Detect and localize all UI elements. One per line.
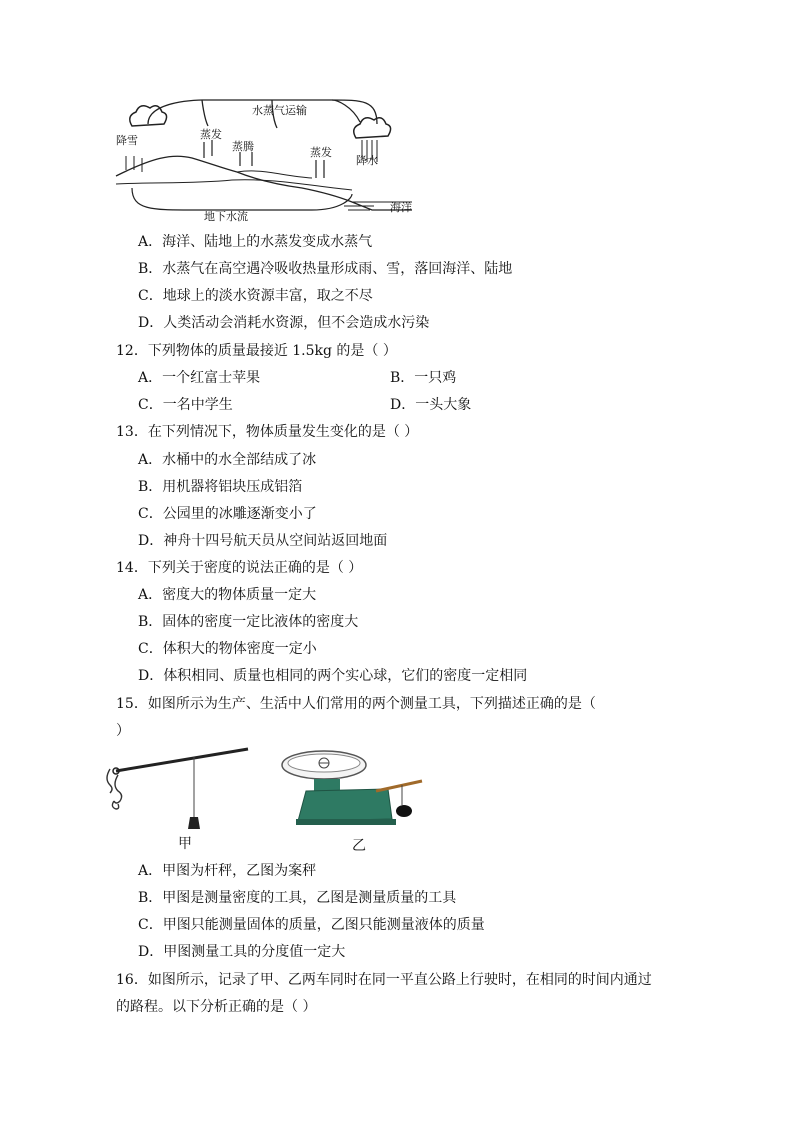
q11-option-a: A．海洋、陆地上的水蒸发变成水蒸气 xyxy=(138,234,373,250)
q13-stem: 13．在下列情况下，物体质量发生变化的是（ ） xyxy=(116,424,419,440)
q12-option-c: C．一名中学生 xyxy=(138,397,233,413)
q13-option-b: B．用机器将铝块压成铝箔 xyxy=(138,479,303,495)
q15-option-a: A．甲图为杆秤，乙图为案秤 xyxy=(138,863,317,879)
evaporation-label-2: 蒸发 xyxy=(310,146,332,159)
q13-option-a: A．水桶中的水全部结成了冰 xyxy=(138,452,317,468)
q12-option-a: A．一个红富士苹果 xyxy=(138,370,261,386)
q15-stem: 15．如图所示为生产、生活中人们常用的两个测量工具，下列描述正确的是（ xyxy=(116,696,596,712)
q14-option-a: A．密度大的物体质量一定大 xyxy=(138,587,317,603)
steelyard-figure xyxy=(104,745,254,835)
precipitation-label: 降水 xyxy=(356,154,378,167)
q16-stem-line1: 16．如图所示，记录了甲、乙两车同时在同一平直公路上行驶时，在相同的时间内通过 xyxy=(116,972,652,988)
q14-stem: 14．下列关于密度的说法正确的是（ ） xyxy=(116,560,363,576)
water-cycle-figure xyxy=(112,98,422,222)
q11-option-d: D．人类活动会消耗水资源，但不会造成水污染 xyxy=(138,315,430,331)
q14-option-d: D．体积相同、质量也相同的两个实心球，它们的密度一定相同 xyxy=(138,668,528,684)
q13-option-c: C．公园里的冰雕逐渐变小了 xyxy=(138,506,317,522)
transpiration-label: 蒸腾 xyxy=(232,140,254,153)
q11-option-b: B．水蒸气在高空遇冷吸收热量形成雨、雪，落回海洋、陆地 xyxy=(138,261,513,277)
water-vapor-transport-label: 水蒸气运输 xyxy=(252,104,307,117)
q14-option-c: C．体积大的物体密度一定小 xyxy=(138,641,317,657)
groundwater-label: 地下水流 xyxy=(204,210,248,222)
q15-option-d: D．甲图测量工具的分度值一定大 xyxy=(138,944,346,960)
q15-option-c: C．甲图只能测量固体的质量，乙图只能测量液体的质量 xyxy=(138,917,485,933)
q16-stem-line2: 的路程。以下分析正确的是（ ） xyxy=(116,999,317,1015)
label-yi: 乙 xyxy=(352,838,366,854)
snowfall-label: 降雪 xyxy=(116,134,138,147)
evaporation-label-1: 蒸发 xyxy=(200,128,222,141)
q15-option-b: B．甲图是测量密度的工具，乙图是测量质量的工具 xyxy=(138,890,457,906)
ocean-label: 海洋 xyxy=(390,201,412,214)
q15-stem-cont: ） xyxy=(116,723,130,739)
q11-option-c: C．地球上的淡水资源丰富，取之不尽 xyxy=(138,288,373,304)
label-jia: 甲 xyxy=(178,836,192,852)
q12-option-b: B．一只鸡 xyxy=(390,370,457,386)
platform-scale-figure xyxy=(276,745,436,835)
q14-option-b: B．固体的密度一定比液体的密度大 xyxy=(138,614,359,630)
q13-option-d: D．神舟十四号航天员从空间站返回地面 xyxy=(138,533,388,549)
q12-option-d: D．一头大象 xyxy=(390,397,472,413)
q12-stem: 12．下列物体的质量最接近 1.5kg 的是（ ） xyxy=(116,343,397,359)
